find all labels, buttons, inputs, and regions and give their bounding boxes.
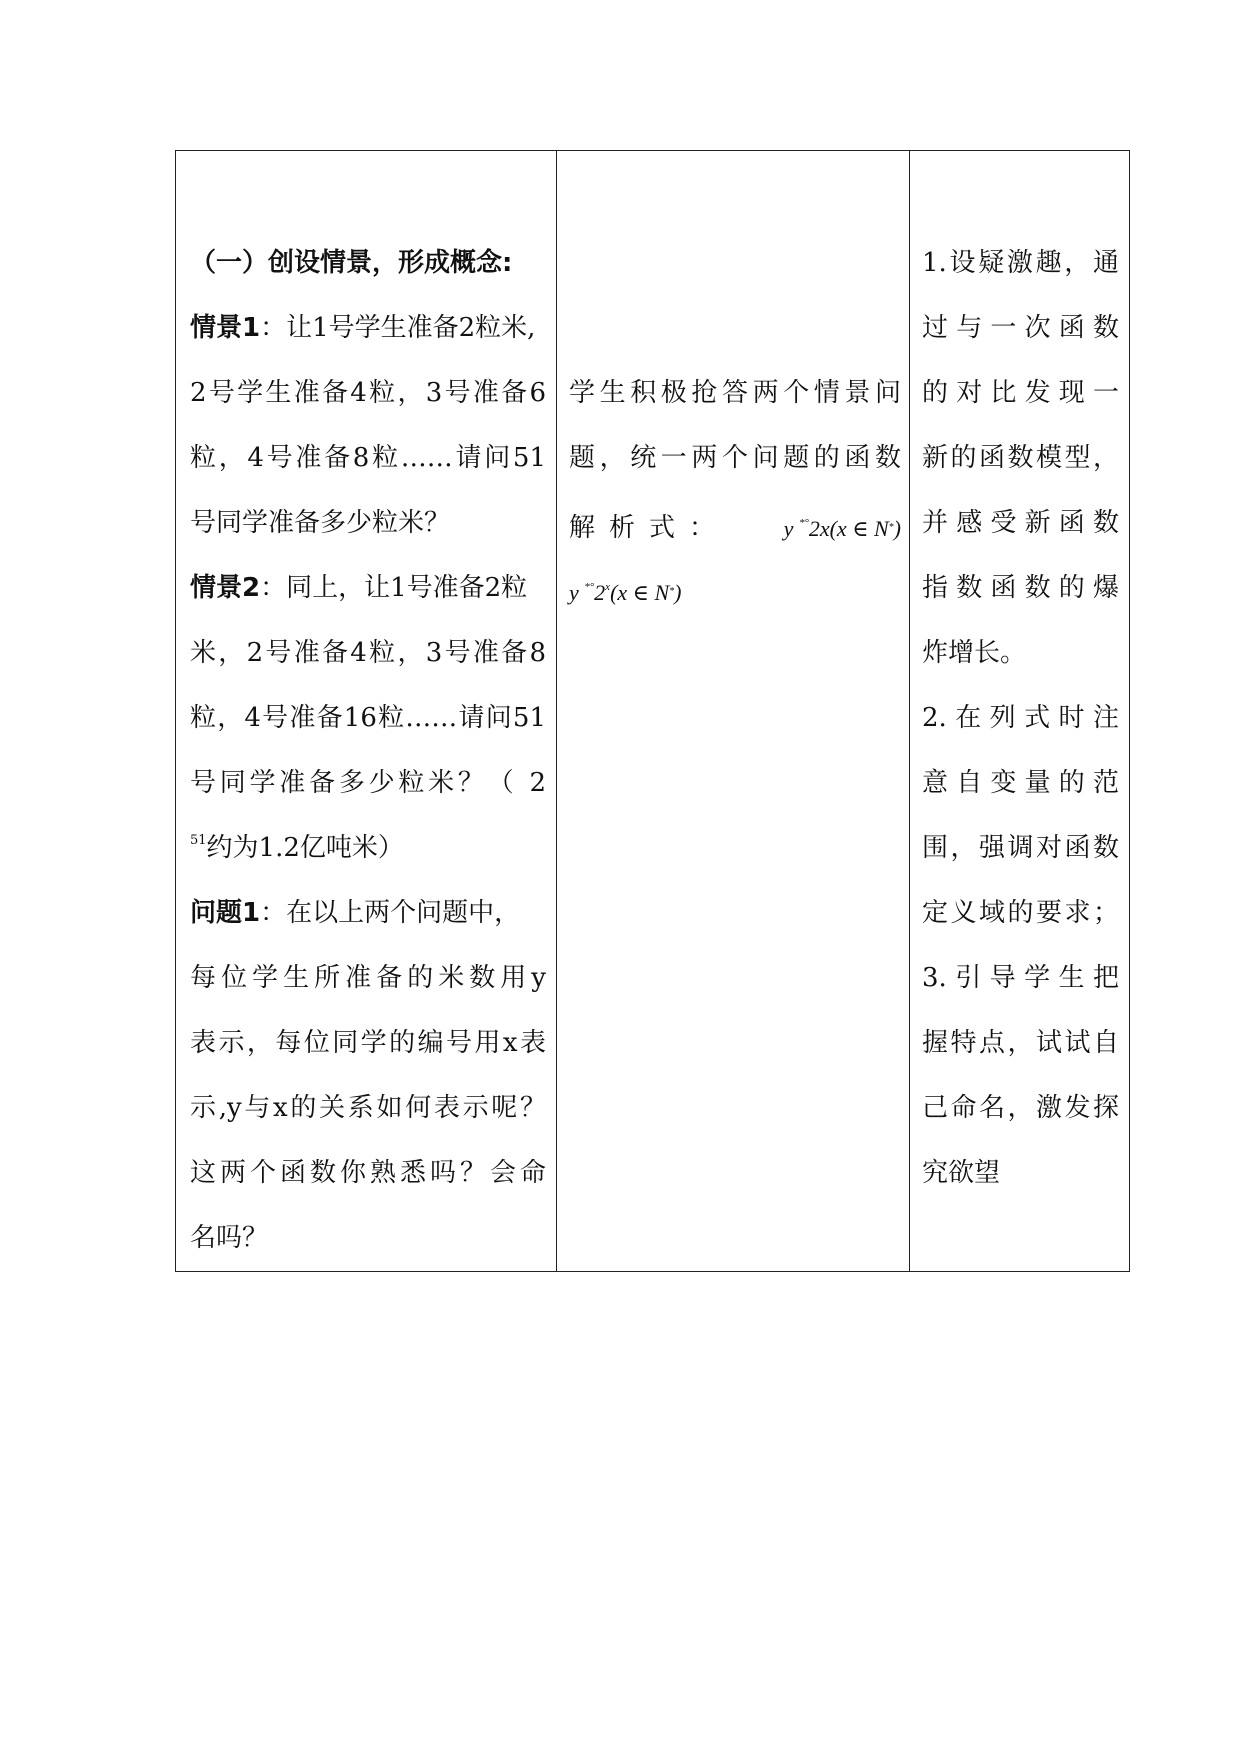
scenario-1-line-1 (190, 296, 546, 361)
intent-line-4: 新的函数模型， (922, 443, 1119, 473)
lesson-table (175, 150, 1130, 1272)
formula-linear-body: 2x(x ∈ N (808, 516, 889, 541)
table-row (176, 151, 1130, 1272)
formula-exp-base: 2 (594, 580, 606, 605)
teaching-content-cell (176, 151, 557, 1272)
intent-line-11: 定义域的要求； (922, 898, 1119, 928)
formula-exp-y: y (569, 580, 579, 605)
question-1-line-4: 示,y与x的关系如何表示呢？ (190, 1093, 546, 1123)
scenario-1-line-3: 粒，4号准备8粒……请问51 (190, 443, 546, 473)
power-superscript: 51 (190, 833, 207, 848)
scenario-2-line-5 (190, 816, 546, 881)
formula-exp-exponent: x (605, 581, 611, 593)
question-1-label: 问题1 (190, 898, 261, 928)
formula-linear-star: * (888, 522, 894, 533)
scenario-2-line-2: 米，2号准备4粒，3号准备8 (190, 638, 546, 668)
formula-linear (784, 491, 901, 561)
scenario-1-text: ：让1号学生准备2粒米, (260, 313, 536, 343)
scenario-2-line-1 (190, 556, 546, 621)
question-1-text: ：在以上两个问题中， (260, 898, 521, 928)
formula-linear-symbol: *° (798, 517, 809, 529)
intent-line-15: 究欲望 (922, 1158, 1001, 1188)
student-activity-cell (557, 151, 910, 1272)
question-1-line-3: 表示，每位同学的编号用x表 (190, 1028, 546, 1058)
intent-line-12: 3.引导学生把 (922, 963, 1119, 993)
intent-line-7: 炸增长。 (922, 638, 1027, 668)
activity-line-1: 学生积极抢答两个情景问 (569, 378, 901, 408)
formula-exp-close: ) (674, 580, 682, 605)
design-intent-cell (910, 151, 1130, 1272)
activity-line-2: 题，统一两个问题的函数 (569, 443, 901, 473)
scenario-2-line-3: 粒，4号准备16粒……请问51 (190, 703, 546, 733)
activity-line-3 (569, 491, 901, 561)
formula-linear-close: ) (893, 516, 901, 541)
scenario-2-label: 情景2 (190, 573, 261, 603)
intent-line-14: 己命名，激发探 (922, 1093, 1119, 1123)
question-1-line-2: 每位学生所准备的米数用y (190, 963, 546, 993)
intent-line-9: 意自变量的范 (922, 768, 1119, 798)
intent-line-5: 并感受新函数 (922, 508, 1119, 538)
question-1-line-5: 这两个函数你熟悉吗？会命 (190, 1158, 546, 1188)
question-1-line-6: 名吗？ (190, 1223, 269, 1253)
intent-line-13: 握特点，试试自 (922, 1028, 1119, 1058)
formula-exponential (569, 561, 901, 619)
analytic-label: 解析式： (569, 513, 730, 543)
intent-line-8: 2.在列式时注 (922, 703, 1119, 733)
scenario-1-label: 情景1 (190, 313, 261, 343)
intent-line-3: 的对比发现一 (922, 378, 1119, 408)
scenario-2-note: 约为1.2亿吨米） (206, 833, 404, 863)
formula-exp-body: (x ∈ N (610, 580, 670, 605)
scenario-2-text: ：同上，让1号准备2粒 (260, 573, 528, 603)
intent-line-2: 过与一次函数 (922, 313, 1119, 343)
section-heading: （一）创设情景，形成概念: (190, 248, 513, 278)
scenario-2-line-4: 号同学准备多少粒米？（ 2 (190, 768, 546, 798)
formula-exp-star: * (669, 586, 675, 597)
scenario-1-line-4: 号同学准备多少粒米？ (190, 508, 451, 538)
formula-linear-y: y (783, 516, 794, 541)
intent-line-10: 围，强调对函数 (922, 833, 1119, 863)
formula-exp-symbol: *° (584, 581, 595, 593)
scenario-1-line-2: 2号学生准备4粒，3号准备6 (190, 378, 546, 408)
intent-line-6: 指数函数的爆 (922, 573, 1119, 603)
question-1-line-1 (190, 881, 546, 946)
intent-line-1: 1.设疑激趣，通 (922, 248, 1119, 278)
